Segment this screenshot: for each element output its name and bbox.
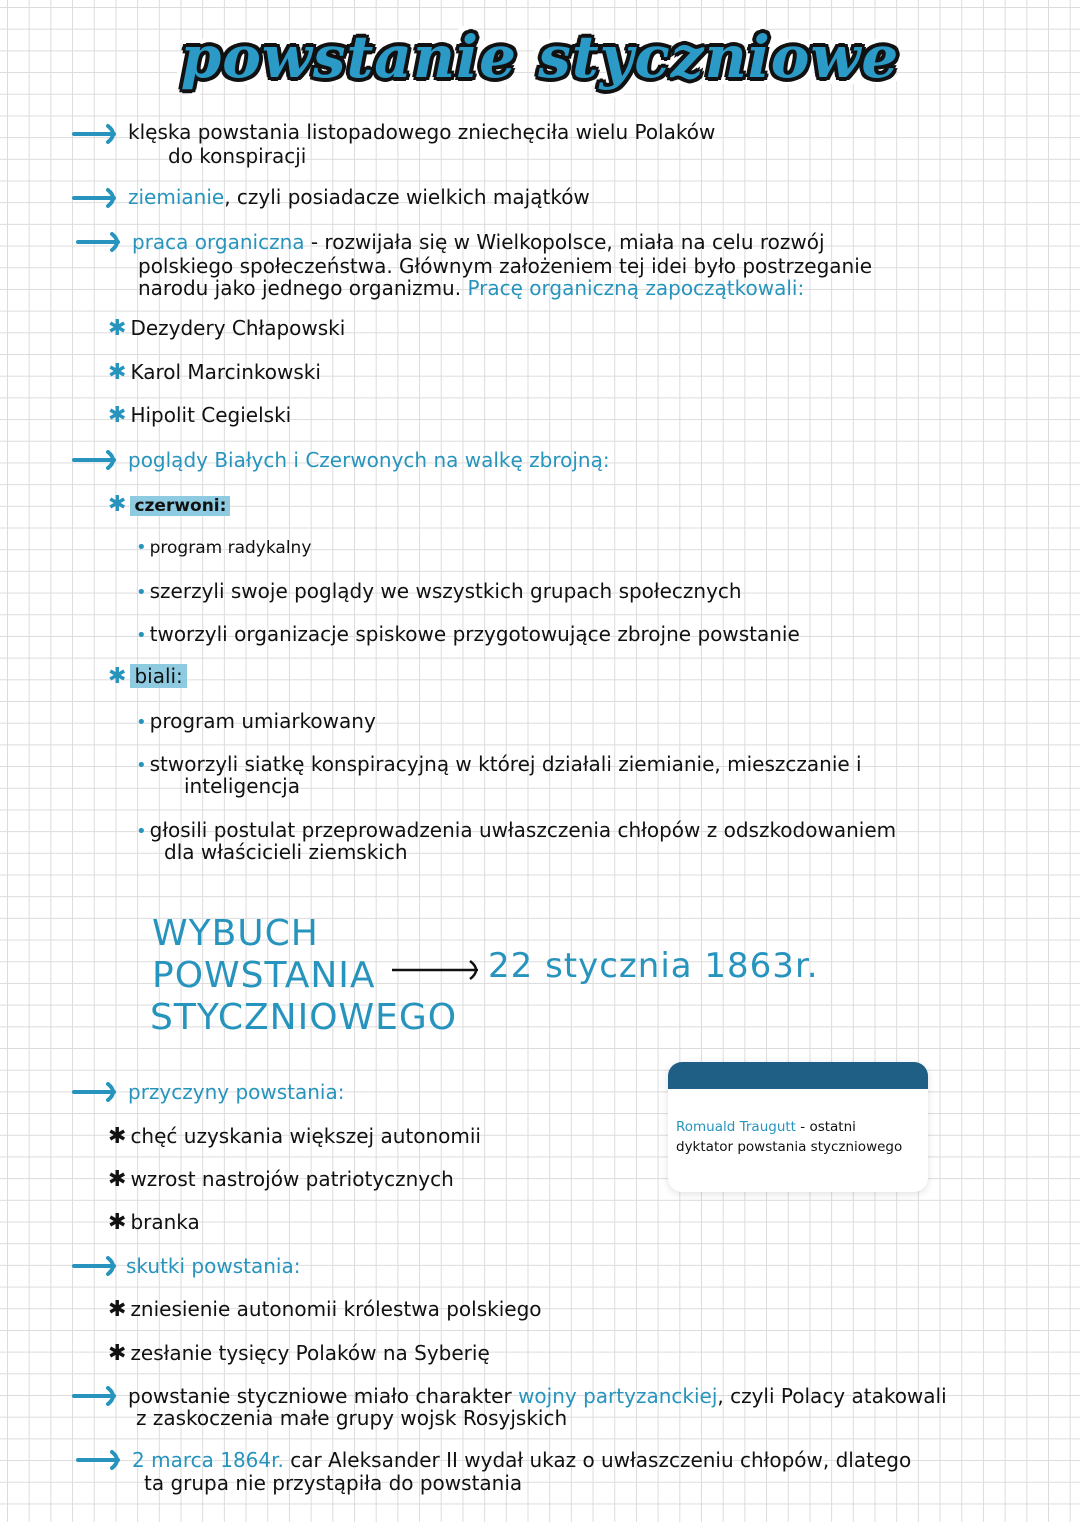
- founder-item: [108, 403, 291, 428]
- bullet-dot-icon: •: [136, 537, 147, 558]
- wybuch-line-1: WYBUCH: [152, 913, 319, 954]
- praca-rest: - rozwijała się w Wielkopolsce, miała na celu rozwój: [304, 230, 825, 254]
- biali-label: biali:: [130, 664, 186, 688]
- biali-item: [136, 709, 376, 735]
- founder-item: [108, 316, 345, 341]
- ukaz-line-1: [132, 1448, 911, 1472]
- asterisk-icon: ✱: [108, 1210, 127, 1235]
- praca-line-1: [132, 230, 825, 254]
- arrow-right-icon: [72, 1254, 122, 1278]
- info-card-header: [668, 1062, 928, 1089]
- przyczyny-item: [108, 1210, 200, 1235]
- card-rest-1: - ostatni: [795, 1119, 856, 1135]
- czerwoni-item-text: program radykalny: [149, 538, 312, 558]
- przyczyny-item-text: wzrost nastrojów patriotycznych: [130, 1167, 454, 1191]
- przyczyny-item: [108, 1124, 481, 1149]
- charakter-line-2: z zaskoczenia małe grupy wojsk Rosyjskich: [136, 1406, 568, 1430]
- bullet-dot-icon: •: [136, 582, 147, 603]
- ukaz-date: 2 marca 1864r.: [132, 1448, 284, 1472]
- intro-line-2: do konspiracji: [168, 144, 307, 168]
- asterisk-icon: ✱: [108, 1297, 127, 1322]
- asterisk-icon: ✱: [108, 1124, 127, 1149]
- charakter-pre: powstanie styczniowe miało charakter: [128, 1384, 519, 1408]
- arrow-right-icon: [72, 1384, 122, 1408]
- biali-item-continued: inteligencja: [184, 774, 300, 798]
- skutki-item-text: zniesienie autonomii królestwa polskiego: [130, 1297, 542, 1321]
- founder-name: Hipolit Cegielski: [130, 403, 292, 427]
- card-person-name: Romuald Traugutt: [676, 1119, 796, 1135]
- founder-name: Karol Marcinkowski: [130, 360, 321, 384]
- charakter-post: , czyli Polacy atakowali: [717, 1384, 947, 1408]
- czerwoni-label-row: [108, 492, 230, 518]
- poglady-heading: poglądy Białych i Czerwonych na walkę zbrojną:: [128, 448, 610, 472]
- ziemianie-line: [128, 185, 590, 209]
- arrow-right-icon: [72, 448, 122, 472]
- bullet-dot-icon: •: [136, 821, 147, 842]
- arrow-right-icon: [76, 230, 126, 254]
- przyczyny-heading: przyczyny powstania:: [128, 1080, 345, 1104]
- arrow-right-icon: [76, 1448, 126, 1472]
- page-title: powstanie styczniowe: [180, 23, 900, 91]
- biali-item-text: stworzyli siatkę konspiracyjną w której działali ziemianie, mieszczanie i: [149, 752, 862, 776]
- czerwoni-item-text: szerzyli swoje poglądy we wszystkich grupach społecznych: [149, 579, 742, 603]
- przyczyny-item: [108, 1167, 454, 1192]
- przyczyny-item-text: chęć uzyskania większej autonomii: [130, 1124, 481, 1148]
- arrow-right-icon: [390, 957, 485, 983]
- praca-line-3: [138, 276, 804, 300]
- ukaz-line-2: ta grupa nie przystąpiła do powstania: [144, 1471, 523, 1495]
- wybuch-line-3: STYCZNIOWEGO: [150, 997, 458, 1038]
- bullet-dot-icon: •: [136, 755, 147, 776]
- czerwoni-item: [136, 579, 742, 605]
- praca-line-2: polskiego społeczeństwa. Głównym założeniem tej idei było postrzeganie: [138, 254, 873, 278]
- czerwoni-item: [136, 622, 800, 648]
- intro-line-1: klęska powstania listopadowego zniechęciła wielu Polaków: [128, 120, 716, 144]
- charakter-term: wojny partyzanckiej: [518, 1384, 718, 1408]
- asterisk-icon: ✱: [108, 403, 127, 428]
- ukaz-rest: car Aleksander II wydał ukaz o uwłaszczeniu chłopów, dlatego: [283, 1448, 912, 1472]
- card-rest-2: dyktator powstania styczniowego: [676, 1139, 903, 1155]
- ziemianie-rest: , czyli posiadacze wielkich majątków: [224, 185, 590, 209]
- asterisk-icon: ✱: [108, 1167, 127, 1192]
- asterisk-icon: ✱: [108, 492, 127, 517]
- praca-founders-intro: Pracę organiczną zapoczątkowali:: [461, 276, 805, 300]
- praca-term: praca organiczna: [132, 230, 305, 254]
- founder-name: Dezydery Chłapowski: [130, 316, 346, 340]
- asterisk-icon: ✱: [108, 360, 127, 385]
- arrow-right-icon: [72, 186, 122, 210]
- skutki-item: [108, 1297, 542, 1322]
- czerwoni-item-text: tworzyli organizacje spiskowe przygotowujące zbrojne powstanie: [149, 622, 800, 646]
- praca-line-3-text: narodu jako jednego organizmu.: [138, 276, 462, 300]
- arrow-right-icon: [72, 122, 122, 146]
- czerwoni-label: czerwoni:: [130, 496, 230, 516]
- info-card-body: [668, 1089, 928, 1157]
- skutki-heading: skutki powstania:: [126, 1254, 301, 1278]
- ziemianie-term: ziemianie: [128, 185, 225, 209]
- biali-item-text: program umiarkowany: [149, 709, 376, 733]
- asterisk-icon: ✱: [108, 316, 127, 341]
- biali-item-text: głosili postulat przeprowadzenia uwłaszczenia chłopów z odszkodowaniem: [149, 818, 897, 842]
- arrow-right-icon: [72, 1080, 122, 1104]
- bullet-dot-icon: •: [136, 625, 147, 646]
- asterisk-icon: ✱: [108, 1341, 127, 1366]
- czerwoni-item: [136, 536, 311, 560]
- charakter-line-1: [128, 1384, 947, 1408]
- bullet-dot-icon: •: [136, 712, 147, 733]
- przyczyny-item-text: branka: [130, 1210, 200, 1234]
- info-card: [668, 1062, 928, 1192]
- asterisk-icon: ✱: [108, 664, 127, 689]
- skutki-item-text: zesłanie tysięcy Polaków na Syberię: [130, 1341, 490, 1365]
- wybuch-line-2: POWSTANIA: [152, 955, 376, 996]
- founder-item: [108, 360, 321, 385]
- biali-label-row: [108, 664, 187, 689]
- biali-item-continued: dla właścicieli ziemskich: [164, 840, 408, 864]
- wybuch-date: 22 stycznia 1863r.: [488, 946, 819, 986]
- skutki-item: [108, 1341, 490, 1366]
